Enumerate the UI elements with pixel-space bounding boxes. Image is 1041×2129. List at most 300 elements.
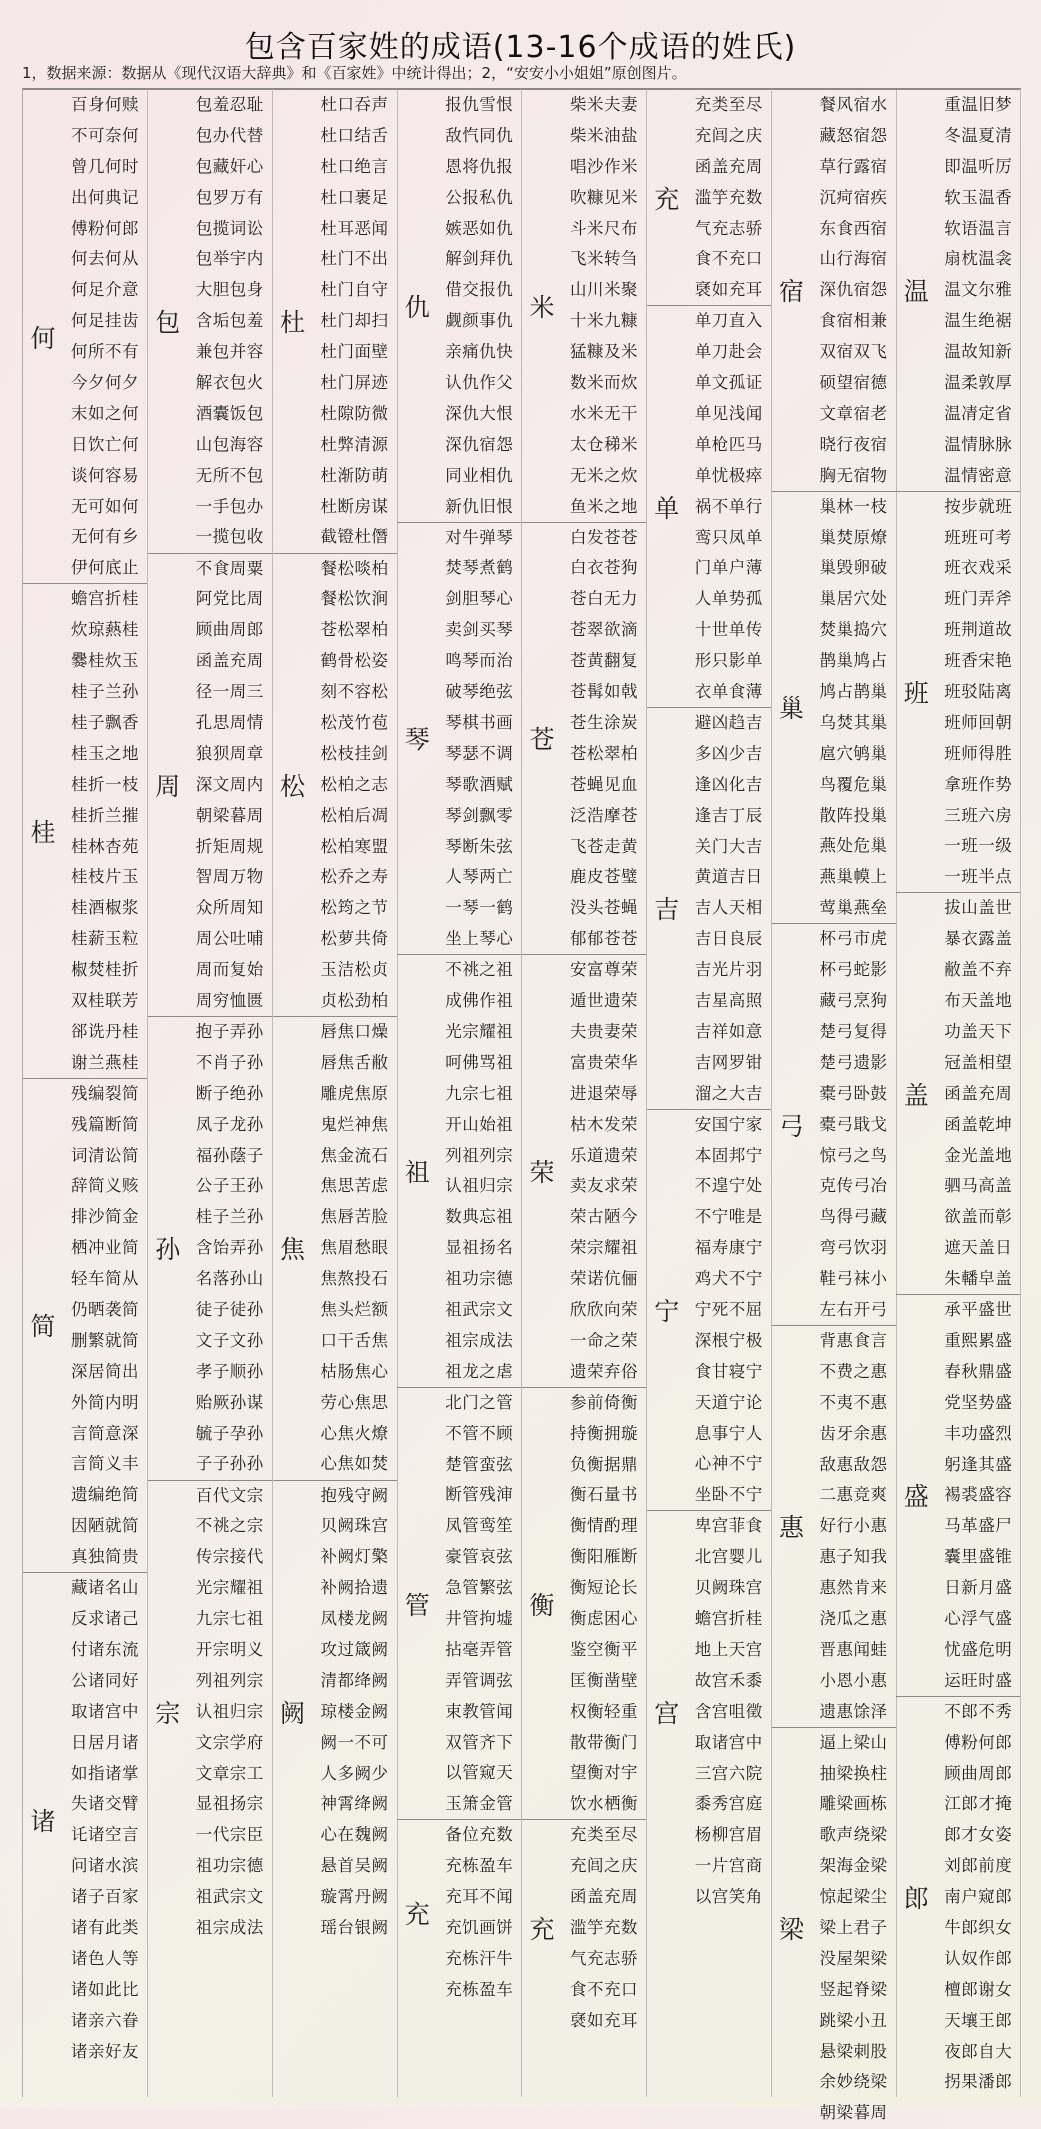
idiom-item: 苍松翠柏 [570, 743, 638, 763]
idiom-item: 光宗耀祖 [195, 1578, 264, 1598]
idiom-item: 敌忾同仇 [445, 125, 514, 145]
idiom-item: 遗惠馀泽 [819, 1701, 888, 1721]
idiom-item: 衡短论长 [570, 1578, 638, 1598]
surname-label: 苍 [529, 725, 555, 755]
idiom-item: 苍蝇见血 [570, 774, 638, 794]
idiom-item: 列祖列宗 [195, 1670, 264, 1690]
idiom-item: 数典忘祖 [445, 1207, 514, 1227]
idiom-item: 何去何从 [71, 249, 139, 269]
idiom-item: 解剑拜仇 [445, 249, 514, 269]
idiom-item: 杜门面壁 [320, 342, 389, 362]
idiom-list [437, 1388, 521, 1820]
surname-label: 巢 [778, 694, 804, 724]
idiom-item: 橐弓卧鼓 [819, 1083, 888, 1103]
idiom-item: 琴歌酒赋 [445, 774, 514, 794]
idiom-item: 楚弓遗影 [819, 1052, 888, 1072]
idiom-item: 桂玉之地 [71, 743, 139, 763]
surname-group [273, 1016, 397, 1480]
idiom-item: 一代宗臣 [195, 1825, 264, 1845]
idiom-item: 诸亲好友 [71, 2041, 139, 2061]
idiom-item: 杜耳恶闻 [320, 218, 389, 238]
idiom-item: 贞松劲柏 [320, 990, 389, 1010]
surname-column [23, 89, 148, 2097]
idiom-item: 心焦火燎 [320, 1423, 389, 1443]
idiom-item: 宁死不屈 [694, 1300, 763, 1320]
idiom-item: 琴瑟不调 [445, 743, 514, 763]
idiom-item: 餐松饮涧 [320, 589, 389, 609]
idiom-item: 充耳不闻 [445, 1887, 514, 1907]
idiom-item: 焦思苦虑 [320, 1176, 389, 1196]
idiom-item: 布天盖地 [944, 991, 1013, 1011]
idiom-item: 充类至尽 [694, 95, 763, 114]
idiom-item: 顾曲周郎 [944, 1763, 1013, 1783]
surname-group [148, 1016, 272, 1480]
idiom-item: 拔山盖世 [944, 898, 1013, 918]
surname-column [397, 89, 522, 2097]
idiom-item: 北宫婴儿 [694, 1547, 763, 1567]
idiom-item: 避凶趋吉 [694, 713, 763, 732]
idiom-item: 一手包办 [195, 496, 264, 516]
idiom-item: 焦头烂额 [320, 1300, 389, 1320]
idiom-item: 气充志骄 [570, 1948, 638, 1968]
idiom-list [562, 955, 646, 1387]
surname-group [148, 1480, 272, 1944]
idiom-item: 逢凶化吉 [694, 774, 763, 794]
idiom-item: 取诸宫中 [71, 1701, 139, 1721]
idiom-item: 即温听厉 [944, 156, 1013, 176]
idiom-list [562, 90, 646, 522]
idiom-item: 杜隙防微 [320, 403, 389, 423]
surname-label: 何 [30, 323, 56, 353]
idiom-item: 残编裂简 [71, 1083, 139, 1103]
idiom-item: 充类至尽 [570, 1825, 638, 1845]
idiom-item: 莺巢燕垒 [819, 898, 888, 918]
idiom-item: 衡情酌理 [570, 1516, 638, 1536]
idiom-item: 按步就班 [944, 496, 1013, 516]
idiom-item: 鸣琴而治 [445, 651, 514, 671]
idiom-item: 九宗七祖 [445, 1083, 514, 1103]
idiom-item: 山行海宿 [819, 249, 888, 269]
idiom-item: 兼包并容 [195, 342, 264, 362]
idiom-item: 吉星高照 [694, 991, 763, 1011]
idiom-item: 参前倚衡 [570, 1392, 638, 1412]
idiom-item: 杜门自守 [320, 280, 389, 300]
idiom-item: 驷马高盖 [944, 1176, 1013, 1196]
surname-label: 荣 [529, 1157, 555, 1187]
surname-group [647, 1109, 771, 1511]
surname-group [522, 89, 646, 522]
surname-group [273, 553, 397, 1017]
idiom-item: 杜门不出 [320, 249, 389, 269]
idiom-item: 凤管鸾笙 [445, 1516, 514, 1536]
idiom-item: 北门之管 [445, 1392, 514, 1412]
idiom-item: 苍白无力 [570, 589, 638, 609]
idiom-item: 卖友求荣 [570, 1176, 638, 1196]
idiom-item: 函盖充周 [195, 651, 264, 671]
idiom-item: 焦眉愁眼 [320, 1238, 389, 1258]
idiom-item: 焦熬投石 [320, 1269, 389, 1289]
idiom-item: 补阙灯檠 [320, 1547, 389, 1567]
idiom-item: 贝阙珠宫 [694, 1578, 763, 1598]
surname-group [273, 89, 397, 553]
surname-label: 衡 [529, 1590, 555, 1620]
idiom-item: 桂子兰孙 [71, 682, 139, 702]
idiom-item: 觑颜事仇 [445, 311, 514, 331]
idiom-item: 惊起梁尘 [819, 1887, 888, 1907]
idiom-item: 吹糠见米 [570, 187, 638, 207]
idiom-item: 包羞忍耻 [195, 95, 264, 114]
idiom-item: 认奴作郎 [944, 1948, 1013, 1968]
idiom-item: 残篇断简 [71, 1114, 139, 1134]
idiom-item: 报仇雪恨 [445, 95, 514, 114]
idiom-item: 桂酒椒浆 [71, 898, 139, 918]
idiom-item: 鬼烂神焦 [320, 1114, 389, 1134]
surname-group [772, 89, 896, 491]
idiom-item: 失诸交臂 [71, 1794, 139, 1814]
idiom-item: 深居简出 [71, 1361, 139, 1381]
idiom-item: 飞米转刍 [570, 249, 638, 269]
idiom-item: 苍翠欲滴 [570, 620, 638, 640]
idiom-item: 形只影单 [694, 651, 763, 671]
idiom-item: 牛郎织女 [944, 1918, 1013, 1938]
idiom-item: 清都绛阙 [320, 1670, 389, 1690]
idiom-item: 鞋弓袜小 [819, 1269, 888, 1289]
surname-label: 充 [654, 184, 680, 214]
idiom-item: 裼裘盛容 [944, 1485, 1013, 1505]
idiom-item: 息事宁人 [694, 1423, 763, 1443]
surname-label: 梁 [778, 1915, 804, 1945]
idiom-item: 三班六房 [944, 805, 1013, 825]
idiom-item: 诸亲六眷 [71, 2010, 139, 2030]
idiom-item: 词清讼简 [71, 1145, 139, 1165]
idiom-item: 冠盖相望 [944, 1052, 1013, 1072]
idiom-item: 望衡对宇 [570, 1763, 638, 1783]
idiom-item: 焦金流石 [320, 1145, 389, 1165]
surname-label: 阙 [279, 1698, 305, 1728]
idiom-item: 巢焚原燎 [819, 527, 888, 547]
idiom-item: 杯弓蛇影 [819, 960, 888, 980]
idiom-item: 梁上君子 [819, 1918, 888, 1938]
idiom-item: 不郎不秀 [944, 1701, 1013, 1721]
idiom-item: 大胆包身 [195, 280, 264, 300]
idiom-item: 惊弓之鸟 [819, 1145, 888, 1165]
idiom-item: 功盖天下 [944, 1021, 1013, 1041]
idiom-item: 杜渐防萌 [320, 465, 389, 485]
idiom-item: 班门弄斧 [944, 589, 1013, 609]
idiom-list [687, 90, 771, 306]
idiom-item: 水米无干 [570, 403, 638, 423]
idiom-item: 子子孙孙 [195, 1454, 264, 1474]
idiom-item: 松枝挂剑 [320, 743, 389, 763]
idiom-item: 出何典记 [71, 187, 139, 207]
idiom-item: 遮天盖日 [944, 1238, 1013, 1258]
idiom-item: 深文周内 [195, 774, 264, 794]
idiom-item: 多凶少吉 [694, 743, 763, 763]
idiom-item: 包藏奸心 [195, 156, 264, 176]
idiom-item: 软玉温香 [944, 187, 1013, 207]
surname-label: 郎 [903, 1884, 929, 1914]
idiom-item: 末如之何 [71, 403, 139, 423]
surname-group [522, 954, 646, 1387]
idiom-item: 破琴绝弦 [445, 682, 514, 702]
idiom-item: 拿班作势 [944, 774, 1013, 794]
idiom-item: 松乔之寿 [320, 867, 389, 887]
idiom-list [687, 708, 771, 1110]
idiom-item: 祖宗成法 [195, 1917, 264, 1937]
idiom-item: 九宗七祖 [195, 1609, 264, 1629]
idiom-list [687, 1110, 771, 1512]
idiom-item: 苍生涂炭 [570, 712, 638, 732]
idiom-item: 南户窥郎 [944, 1887, 1013, 1907]
idiom-item: 暴衣露盖 [944, 929, 1013, 949]
surname-group [647, 1510, 771, 1912]
idiom-item: 散阵投巢 [819, 805, 888, 825]
surname-label: 单 [654, 493, 680, 523]
idiom-item: 口干舌焦 [320, 1330, 389, 1350]
idiom-item: 诸如此比 [71, 1979, 139, 1999]
idiom-item: 诸子百家 [71, 1887, 139, 1907]
idiom-item: 含宫咀徵 [694, 1701, 763, 1721]
surname-column [896, 89, 1021, 2097]
idiom-item: 轻车简从 [71, 1269, 139, 1289]
idiom-item: 温情脉脉 [944, 434, 1013, 454]
idiom-item: 孝子顺孙 [195, 1361, 264, 1381]
idiom-item: 断子绝孙 [195, 1083, 264, 1103]
idiom-item: 仍晒袭简 [71, 1300, 139, 1320]
surname-label: 杜 [279, 308, 305, 338]
idiom-item: 反求诸己 [71, 1609, 139, 1629]
idiom-item: 蟾宫折桂 [71, 589, 139, 609]
idiom-item: 温柔敦厚 [944, 373, 1013, 393]
idiom-item: 巢毁卵破 [819, 558, 888, 578]
idiom-item: 弯弓饮羽 [819, 1238, 888, 1258]
idiom-item: 晓行夜宿 [819, 434, 888, 454]
surname-group [647, 707, 771, 1109]
surname-label: 惠 [778, 1513, 804, 1543]
idiom-item: 徒子徒孙 [195, 1300, 264, 1320]
idiom-item: 承平盛世 [944, 1300, 1013, 1320]
idiom-item: 以宫笑角 [694, 1887, 763, 1907]
idiom-item: 认祖归宗 [195, 1701, 264, 1721]
idiom-item: 琴剑飘零 [445, 805, 514, 825]
idiom-item: 温凊定省 [944, 403, 1013, 423]
idiom-list [188, 554, 272, 1017]
surname-column [772, 89, 897, 2123]
idiom-item: 嫉恶如仇 [445, 218, 514, 238]
idiom-item: 遁世遗荣 [570, 991, 638, 1011]
idiom-item: 炊琼爇桂 [71, 620, 139, 640]
idiom-list [313, 554, 397, 1017]
idiom-item: 杜口绝言 [320, 156, 389, 176]
idiom-item: 呵佛骂祖 [445, 1052, 514, 1072]
idiom-item: 橐弓戢戈 [819, 1114, 888, 1134]
idiom-item: 鹊巢鸠占 [819, 651, 888, 671]
idiom-list [188, 90, 272, 553]
idiom-item: 截镫杜僭 [320, 527, 389, 547]
surname-group [397, 954, 521, 1387]
idiom-item: 数米而炊 [570, 373, 638, 393]
idiom-item: 如指诸掌 [71, 1763, 139, 1783]
idiom-item: 贝阙珠宫 [320, 1516, 389, 1536]
surname-label: 管 [404, 1590, 430, 1620]
surname-label: 吉 [654, 895, 680, 925]
idiom-item: 藏诸名山 [71, 1578, 139, 1598]
surname-group [647, 89, 771, 305]
idiom-item: 背惠食言 [819, 1331, 888, 1350]
idiom-item: 山川米聚 [570, 280, 638, 300]
idiom-item: 桂折一枝 [71, 774, 139, 794]
idiom-item: 松柏寒盟 [320, 836, 389, 856]
idiom-item: 吉祥如意 [694, 1021, 763, 1041]
idiom-item: 充闾之庆 [694, 125, 763, 145]
idiom-list [812, 924, 896, 1326]
idiom-item: 单见浅闻 [694, 403, 763, 423]
surname-label: 盖 [903, 1080, 929, 1110]
idiom-item: 朝梁暮周 [819, 2103, 888, 2123]
idiom-item: 束教管闻 [445, 1701, 514, 1721]
idiom-item: 栖冲业简 [71, 1238, 139, 1258]
surname-group [397, 89, 521, 522]
idiom-item: 剑胆琴心 [445, 589, 514, 609]
idiom-item: 欲盖而彰 [944, 1207, 1013, 1227]
idiom-item: 架海金梁 [819, 1856, 888, 1876]
idiom-list [687, 306, 771, 708]
idiom-list [437, 955, 521, 1387]
idiom-item: 取诸宫中 [694, 1732, 763, 1752]
idiom-item: 乌焚其巢 [819, 712, 888, 732]
idiom-item: 不食周粟 [195, 558, 264, 578]
idiom-item: 遗编绝简 [71, 1485, 139, 1505]
idiom-list [562, 523, 646, 955]
idiom-item: 诸有此类 [71, 1917, 139, 1937]
idiom-item: 关门大吉 [694, 836, 763, 856]
idiom-item: 抽梁换柱 [819, 1763, 888, 1783]
idiom-item: 拈毫弄管 [445, 1639, 514, 1659]
idiom-list [63, 1573, 147, 2067]
idiom-item: 酒囊饭包 [195, 403, 264, 423]
idiom-item: 跳梁小丑 [819, 2010, 888, 2030]
surname-label: 温 [903, 277, 929, 307]
idiom-item: 胸无宿物 [819, 465, 888, 485]
surname-label: 米 [529, 292, 555, 322]
surname-group [772, 923, 896, 1325]
idiom-item: 溜之大吉 [694, 1083, 763, 1103]
idiom-item: 顾曲周郎 [195, 620, 264, 640]
idiom-item: 日居月诸 [71, 1732, 139, 1752]
idiom-item: 地上天宫 [694, 1639, 763, 1659]
idiom-item: 温情密意 [944, 465, 1013, 485]
idiom-item: 一班一级 [944, 836, 1013, 856]
surname-label: 弓 [778, 1111, 804, 1141]
surname-label: 盛 [903, 1482, 929, 1512]
surname-group [896, 1696, 1020, 2098]
idiom-item: 函盖充周 [570, 1887, 638, 1907]
idiom-item: 周公吐哺 [195, 929, 264, 949]
idiom-item: 温故知新 [944, 342, 1013, 362]
idiom-item: 重温旧梦 [944, 95, 1013, 114]
idiom-list [812, 90, 896, 492]
idiom-item: 丰功盛烈 [944, 1423, 1013, 1443]
idiom-item: 悬梁刺股 [819, 2041, 888, 2061]
idiom-item: 同业相仇 [445, 465, 514, 485]
idiom-item: 松筠之节 [320, 898, 389, 918]
idiom-item: 藏弓烹狗 [819, 991, 888, 1011]
idiom-item: 刘郎前度 [944, 1856, 1013, 1876]
idiom-list [437, 90, 521, 522]
idiom-item: 双管齐下 [445, 1732, 514, 1752]
idiom-item: 吉网罗钳 [694, 1052, 763, 1072]
idiom-item: 传宗接代 [195, 1547, 264, 1567]
idiom-item: 显祖扬宗 [195, 1794, 264, 1814]
idiom-item: 重熙累盛 [944, 1330, 1013, 1350]
idiom-table [22, 88, 1021, 2123]
idiom-item: 白发苍苍 [570, 527, 638, 547]
idiom-item: 马革盛尸 [944, 1516, 1013, 1536]
idiom-item: 软语温言 [944, 218, 1013, 238]
idiom-item: 班师回朝 [944, 712, 1013, 732]
idiom-item: 好行小惠 [819, 1516, 888, 1536]
idiom-item: 太仓稊米 [570, 434, 638, 454]
idiom-item: 冬温夏清 [944, 125, 1013, 145]
idiom-item: 持衡拥璇 [570, 1423, 638, 1443]
idiom-item: 餐风宿水 [819, 95, 888, 114]
idiom-item: 贻厥孙谋 [195, 1392, 264, 1412]
idiom-item: 杜弊清源 [320, 434, 389, 454]
idiom-item: 郁郁苍苍 [570, 929, 638, 949]
idiom-item: 无何有乡 [71, 527, 139, 547]
idiom-item: 言简意深 [71, 1423, 139, 1443]
surname-label: 周 [155, 771, 181, 801]
idiom-item: 周穷恤匮 [195, 990, 264, 1010]
idiom-item: 小恩小惠 [819, 1670, 888, 1690]
idiom-item: 克传弓冶 [819, 1176, 888, 1196]
idiom-item: 傅粉何郎 [944, 1732, 1013, 1752]
surname-group [896, 491, 1020, 893]
idiom-item: 雕虎焦原 [320, 1083, 389, 1103]
idiom-item: 蟾宫折桂 [694, 1609, 763, 1629]
idiom-item: 深仇宿怨 [819, 280, 888, 300]
idiom-item: 安富尊荣 [570, 960, 638, 980]
idiom-item: 玉箫金管 [445, 1794, 514, 1814]
idiom-item: 毓子孕孙 [195, 1423, 264, 1443]
idiom-item: 鸡犬不宁 [694, 1269, 763, 1289]
idiom-item: 气充志骄 [694, 218, 763, 238]
idiom-item: 琴断朱弦 [445, 836, 514, 856]
idiom-item: 富贵荣华 [570, 1052, 638, 1072]
surname-label: 诸 [30, 1806, 56, 1836]
idiom-item: 枯木发荣 [570, 1114, 638, 1134]
surname-label: 宫 [654, 1698, 680, 1728]
idiom-item: 黄道吉日 [694, 867, 763, 887]
idiom-item: 今夕何夕 [71, 373, 139, 393]
idiom-item: 歌声绕梁 [819, 1825, 888, 1845]
idiom-item: 包办代替 [195, 125, 264, 145]
idiom-item: 百身何赎 [71, 95, 139, 114]
surname-label: 桂 [30, 818, 56, 848]
idiom-item: 函盖乾坤 [944, 1114, 1013, 1134]
idiom-item: 杜口吞声 [320, 95, 389, 114]
idiom-item: 劳心焦思 [320, 1392, 389, 1412]
idiom-list [188, 1481, 272, 1944]
idiom-item: 一班半点 [944, 867, 1013, 887]
idiom-item: 杜断房谋 [320, 496, 389, 516]
idiom-item: 温生绝裾 [944, 311, 1013, 331]
idiom-item: 焚琴煮鹤 [445, 558, 514, 578]
idiom-item: 食不充口 [694, 249, 763, 269]
idiom-item: 东食西宿 [819, 218, 888, 238]
idiom-item: 门单户薄 [694, 558, 763, 578]
idiom-item: 焦唇苦脸 [320, 1207, 389, 1227]
